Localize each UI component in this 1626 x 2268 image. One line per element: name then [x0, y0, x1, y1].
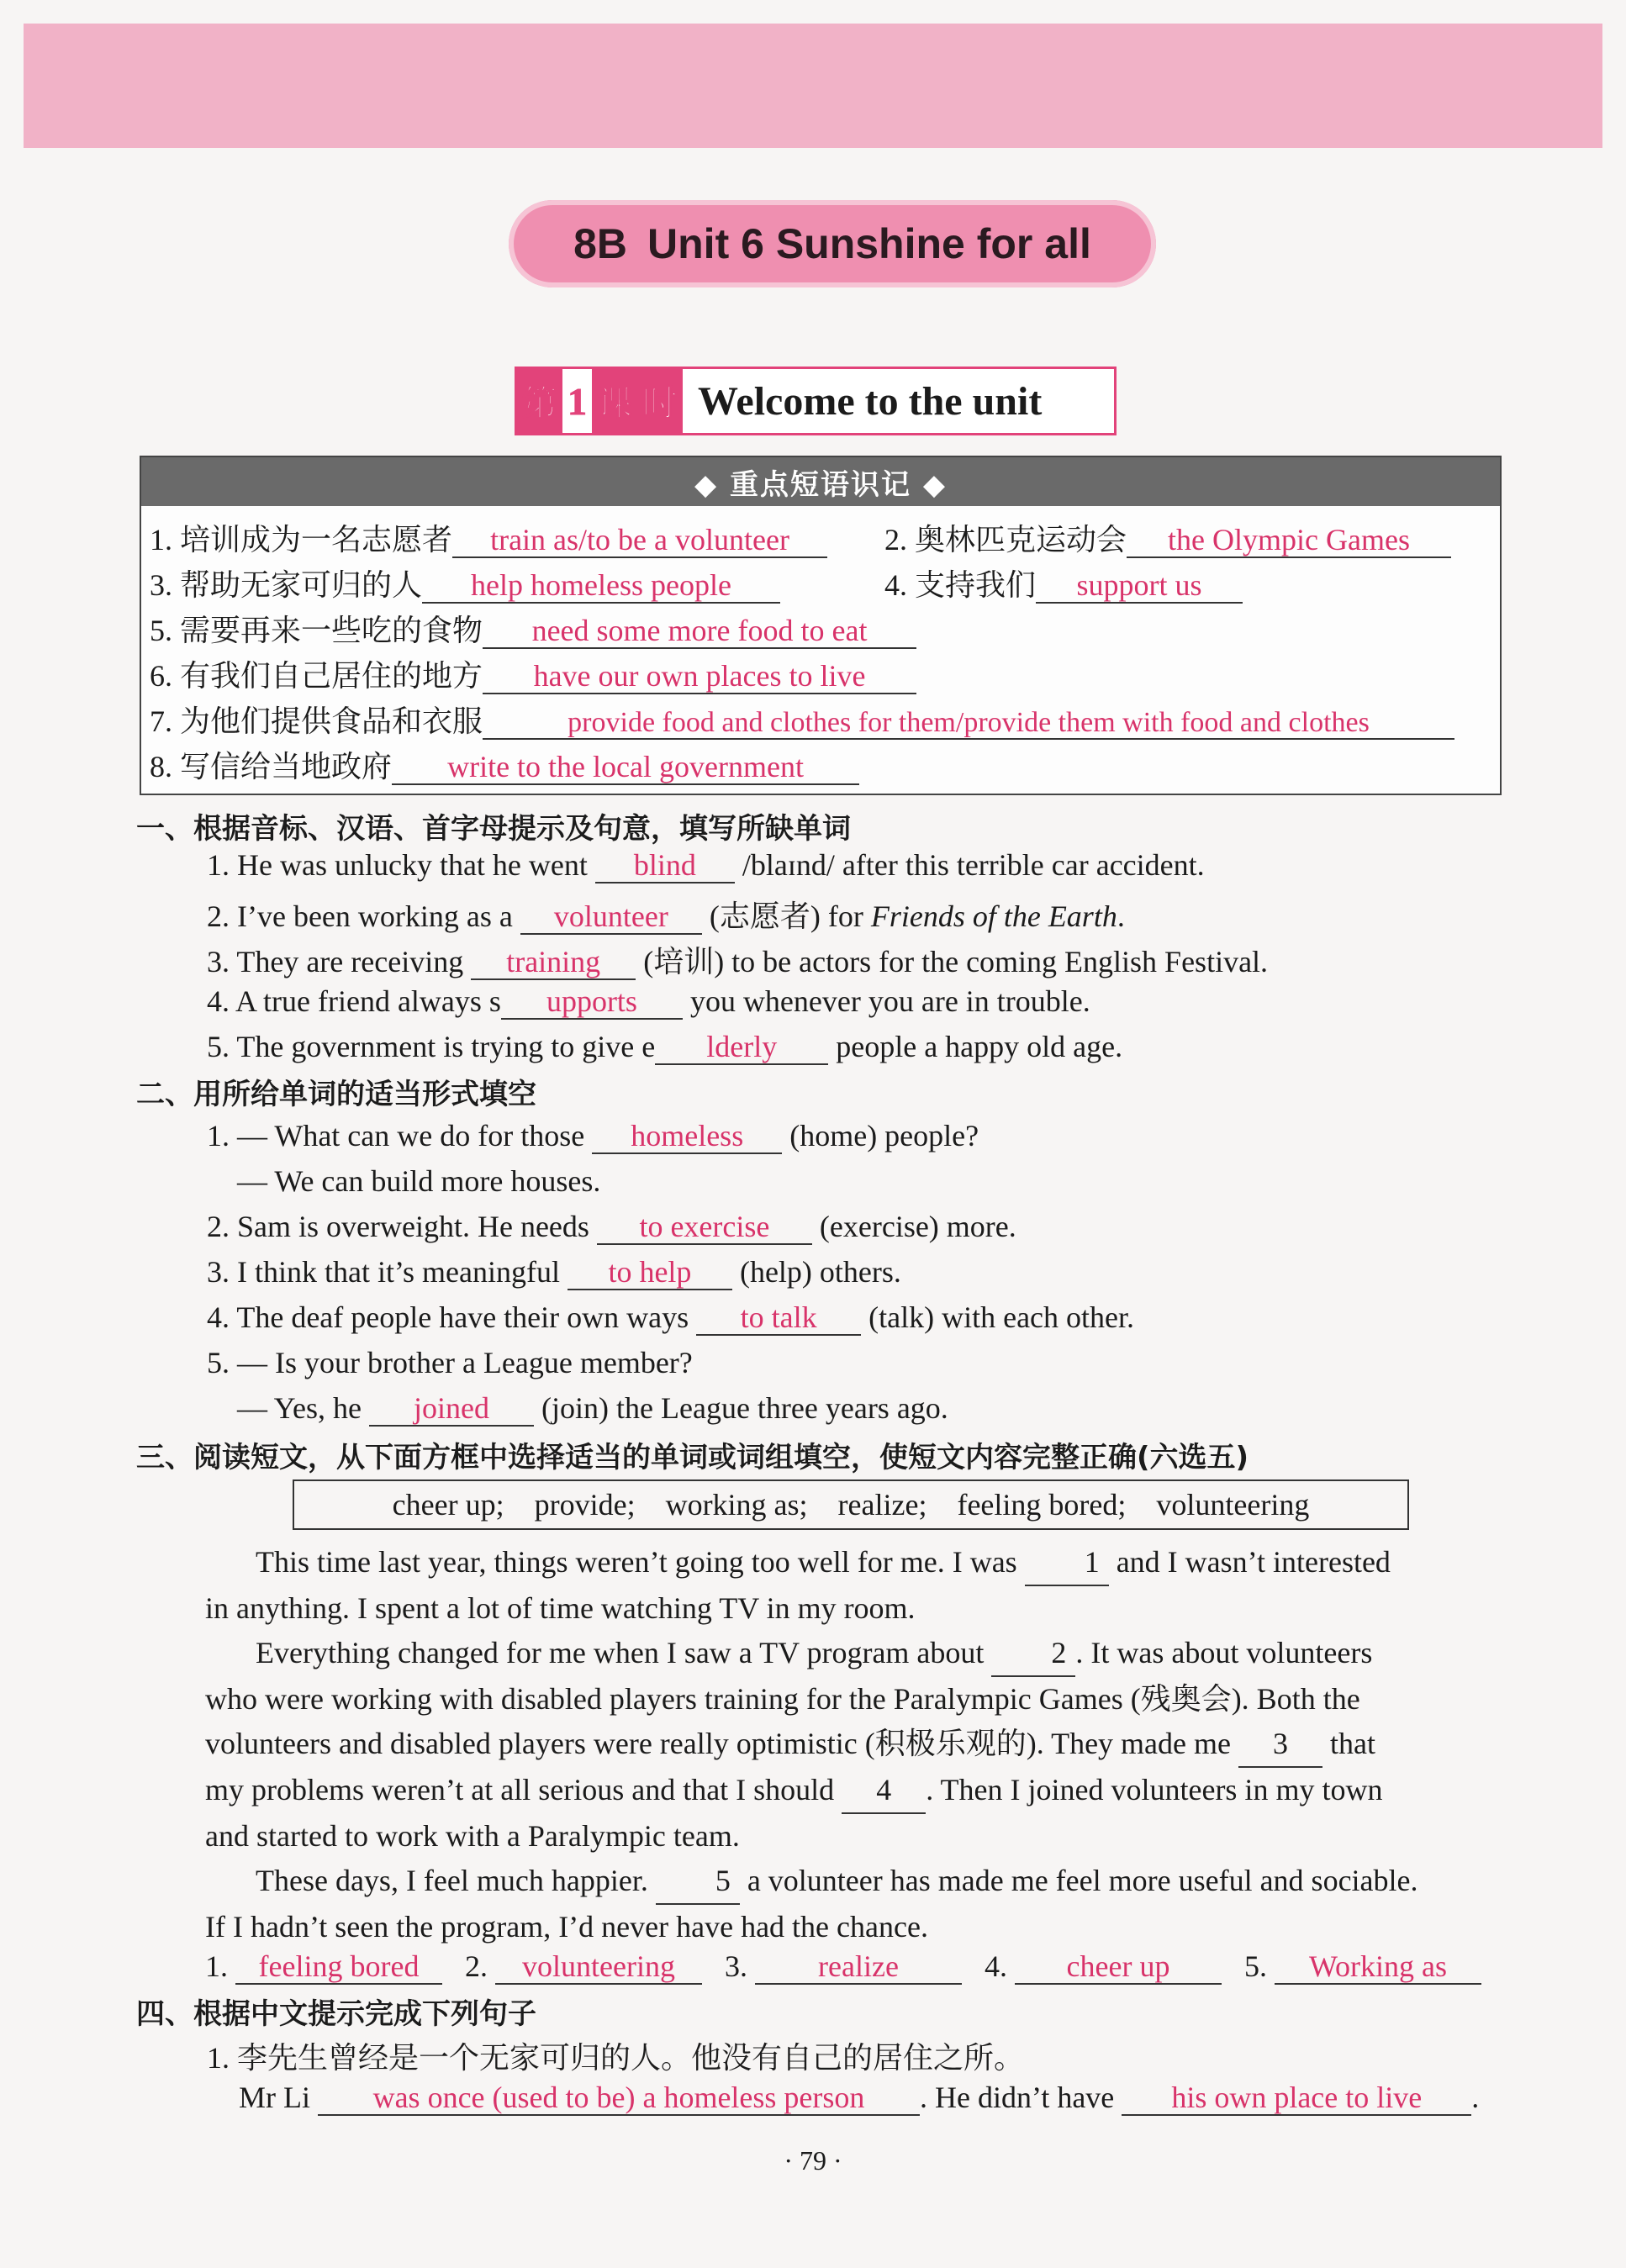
s2-question: 5. — Is your brother a League member?	[207, 1346, 693, 1379]
s1-question: 3. They are receiving training (培训) to be actors for the coming English Festival.	[207, 945, 1269, 978]
s1-question: 2. I’ve been working as a volunteer (志愿者) for Friends of the Earth.	[207, 899, 1125, 933]
phrase-row: 2. 奥林匹克运动会 the Olympic Games	[884, 516, 1451, 559]
word-bank-box: cheer up; provide; working as; realize; feeling bored; volunteering	[293, 1479, 1409, 1530]
phrase-row: 5. 需要再来一些吃的食物 need some more food to eat	[150, 607, 916, 650]
phrase-row: 3. 帮助无家可归的人 help homeless people	[150, 562, 780, 604]
key-phrases-box	[140, 456, 1502, 795]
phrase-answer: support us	[1036, 570, 1243, 604]
unit-code: 8B	[573, 220, 628, 267]
page-number: · 79 ·	[784, 2145, 842, 2176]
s1-question: 5. The government is trying to give e lderly people a happy old age.	[207, 1030, 1123, 1063]
section4-title: 四、根据中文提示完成下列句子	[136, 1997, 536, 2031]
s2-question: 3. I think that it’s meaningful to help (help) others.	[207, 1255, 901, 1289]
s4-question-en: Mr Li was once (used to be) a homeless person . He didn’t have his own place to live .	[239, 2081, 1480, 2114]
key-phrases-heading: ◆ 重点短语识记 ◆	[141, 457, 1500, 506]
s1-question: 1. He was unlucky that he went blind /blaɪnd/ after this terrible car accident.	[207, 848, 1205, 882]
unit-name: Unit 6 Sunshine for all	[647, 220, 1091, 267]
s3-answers: 1. feeling bored 2. volunteering 3. realize 4. cheer up 5. Working as	[205, 1949, 1481, 1985]
phrase-answer: the Olympic Games	[1127, 525, 1451, 558]
phrase-row: 7. 为他们提供食品和衣服 provide food and clothes for them/provide them with food and clothes	[150, 698, 1454, 741]
s2-question: 2. Sam is overweight. He needs to exercise (exercise) more.	[207, 1210, 1016, 1243]
s4-question-zh: 1. 李先生曾经是一个无家可归的人。他没有自己的居住之所。	[207, 2041, 1025, 2075]
phrase-answer: need some more food to eat	[483, 615, 916, 649]
section2-title: 二、用所给单词的适当形式填空	[136, 1078, 536, 1111]
phrase-row: 1. 培训成为一名志愿者 train as/to be a volunteer	[150, 516, 827, 559]
s2-question: 4. The deaf people have their own ways to talk (talk) with each other.	[207, 1300, 1135, 1334]
phrase-row: 6. 有我们自己居住的地方 have our own places to live	[150, 652, 916, 695]
phrase-row: 8. 写信给当地政府 write to the local government	[150, 743, 859, 786]
s2-question: — We can build more houses.	[237, 1164, 601, 1198]
top-color-band	[24, 24, 1602, 148]
phrase-row: 4. 支持我们 support us	[884, 562, 1243, 604]
s1-question: 4. A true friend always s upports you whenever you are in trouble.	[207, 984, 1090, 1018]
phrase-answer: write to the local government	[392, 752, 859, 785]
lesson-name: Welcome to the unit	[698, 378, 1043, 424]
section3-title: 三、阅读短文，从下面方框中选择适当的单词或词组填空，使短文内容完整正确(六选五)	[136, 1441, 1249, 1474]
s2-question: 1. — What can we do for those homeless (home) people?	[207, 1119, 979, 1152]
section1-title: 一、根据音标、汉语、首字母提示及句意，填写所缺单词	[136, 812, 851, 846]
phrase-answer: train as/to be a volunteer	[452, 525, 827, 558]
s2-question: — Yes, he joined (join) the League three years ago.	[237, 1391, 948, 1425]
phrase-answer: have our own places to live	[483, 661, 916, 694]
unit-title	[509, 200, 1156, 287]
phrase-answer: provide food and clothes for them/provide them with food and clothes	[483, 708, 1454, 740]
lesson-title	[515, 367, 1117, 435]
lesson-label: 第 1 课 时	[517, 369, 683, 433]
phrase-answer: help homeless people	[422, 570, 780, 604]
passage: This time last year, things weren’t going too well for me. I was 1 and I wasn’t interested in anything. I spent a lot of time watching TV in my room. Everything changed for me when I saw a TV program about 2 . It was about volunteers who were working with disabled players training for the Paralympic Games (残奥会). Both the volunteers and disabled players were really optimistic (积极乐观的). They made me 3 that my problems weren’t at all serious and that I should 4 . Then I joined volunteers in my town and started to work with a Paralympic team. These days, I feel much happier. 5 a volunteer has made me feel more useful and sociable. If I hadn’t seen the program, I’d never have had the chance.	[205, 1540, 1500, 1949]
